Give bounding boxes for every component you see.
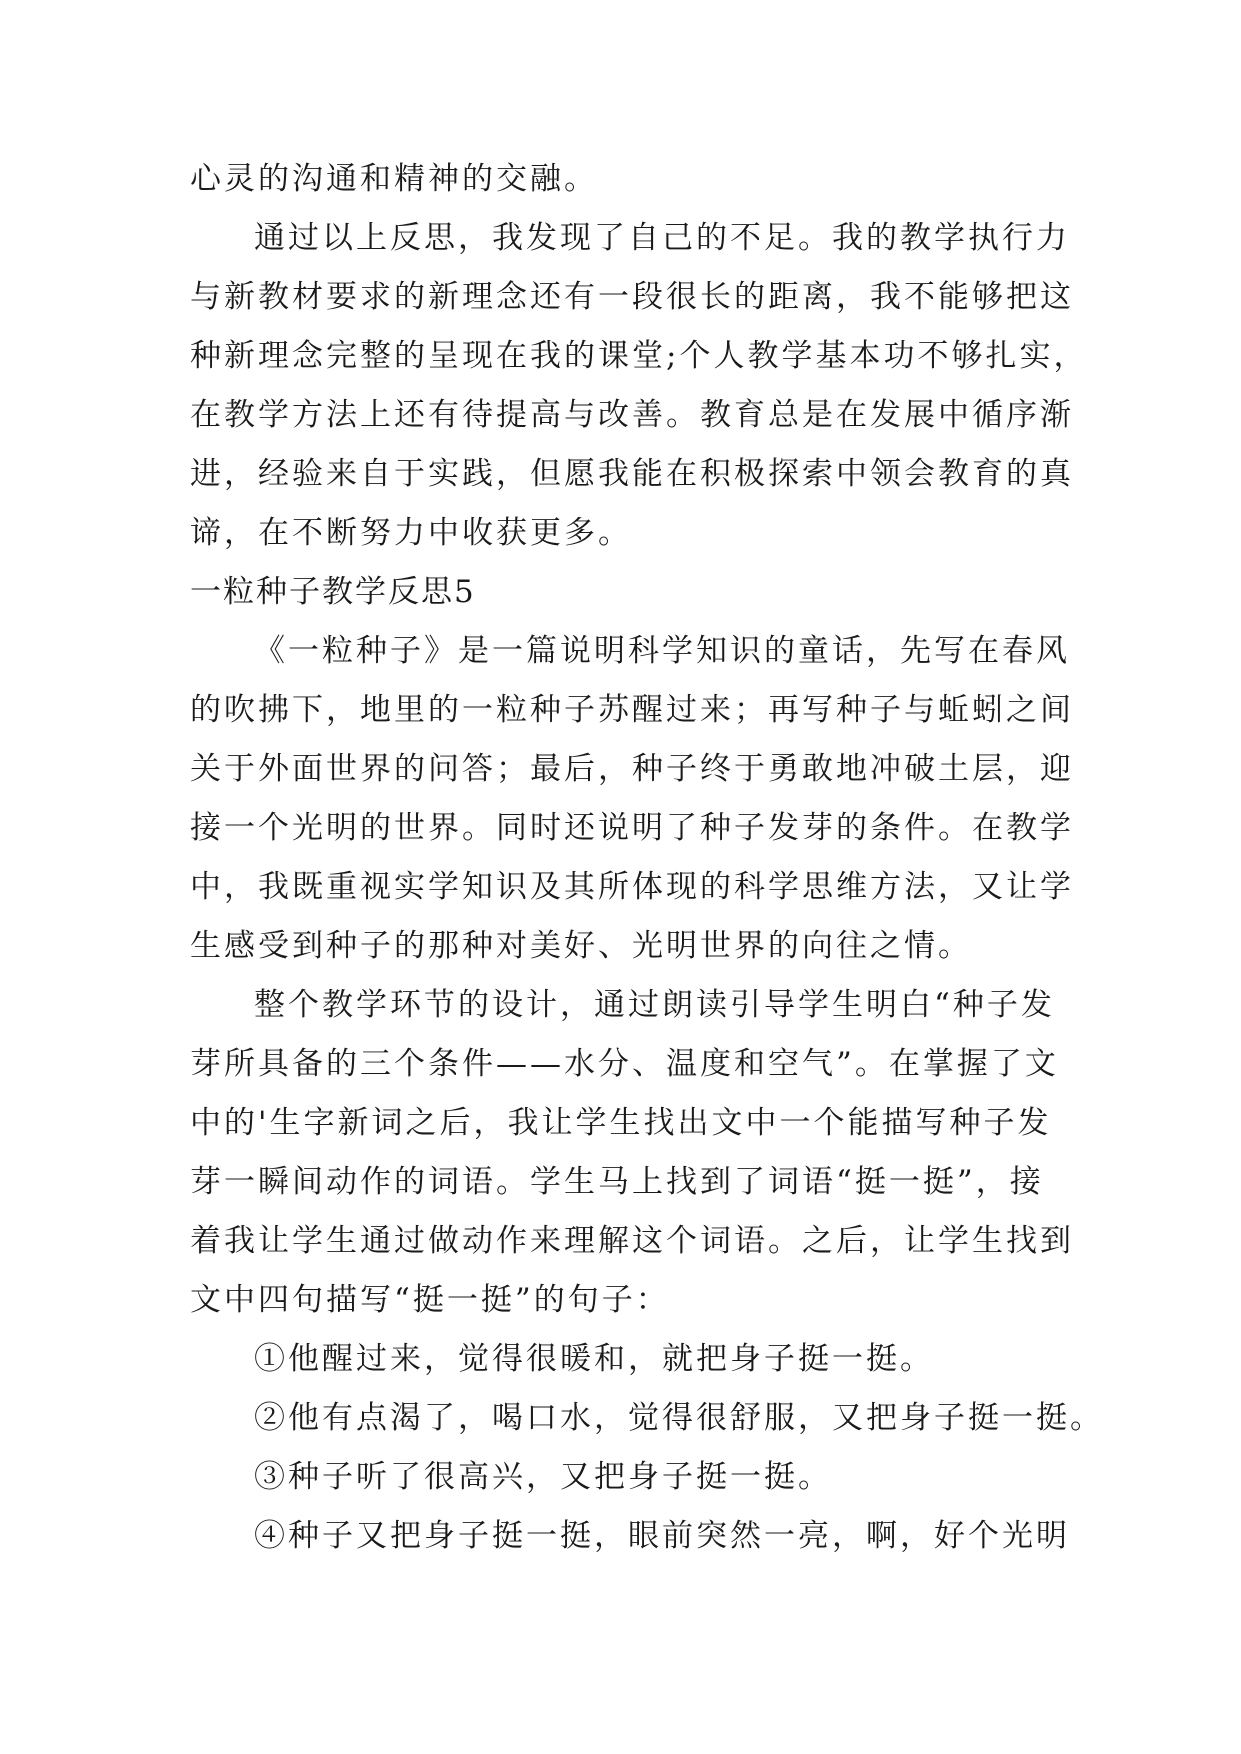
text-line: 关于外面世界的问答；最后，种子终于勇敢地冲破土层，迎 bbox=[190, 751, 1074, 787]
text-line: 生感受到种子的那种对美好、光明世界的向往之情。 bbox=[190, 928, 972, 964]
text-line: 着我让学生通过做动作来理解这个词语。之后，让学生找到 bbox=[190, 1223, 1074, 1259]
text-line: 文中四句描写“挺一挺”的句子： bbox=[190, 1282, 670, 1318]
text-line: 芽所具备的三个条件——水分、温度和空气”。在掌握了文 bbox=[190, 1046, 1059, 1082]
text-line: 与新教材要求的新理念还有一段很长的距离，我不能够把这 bbox=[190, 279, 1074, 315]
paragraph-start-line: 《一粒种子》是一篇说明科学知识的童话，先写在春风 bbox=[254, 633, 1070, 669]
text-line: 在教学方法上还有待提高与改善。教育总是在发展中循序渐 bbox=[190, 397, 1074, 433]
text-line: 谛，在不断努力中收获更多。 bbox=[190, 515, 632, 551]
text-line: 的吹拂下，地里的一粒种子苏醒过来；再写种子与蚯蚓之间 bbox=[190, 692, 1074, 728]
text-line: 中的'生字新词之后，我让学生找出文中一个能描写种子发 bbox=[190, 1105, 1052, 1141]
text-line: 芽一瞬间动作的词语。学生马上找到了词语“挺一挺”，接 bbox=[190, 1164, 1044, 1200]
text-line: 心灵的沟通和精神的交融。 bbox=[190, 161, 598, 197]
section-title: 一粒种子教学反思5 bbox=[190, 574, 476, 610]
list-item: ③种子听了很高兴，又把身子挺一挺。 bbox=[254, 1459, 832, 1495]
text-line: 种新理念完整的呈现在我的课堂;个人教学基本功不够扎实， bbox=[190, 338, 1088, 374]
list-item: ①他醒过来，觉得很暖和，就把身子挺一挺。 bbox=[254, 1341, 934, 1377]
list-item: ④种子又把身子挺一挺，眼前突然一亮，啊，好个光明 bbox=[254, 1518, 1070, 1554]
paragraph-start-line: 通过以上反思，我发现了自己的不足。我的教学执行力 bbox=[254, 220, 1070, 256]
text-line: 进，经验来自于实践，但愿我能在积极探索中领会教育的真 bbox=[190, 456, 1074, 492]
paragraph-start-line: 整个教学环节的设计，通过朗读引导学生明白“种子发 bbox=[254, 987, 1055, 1023]
text-line: 中，我既重视实学知识及其所体现的科学思维方法，又让学 bbox=[190, 869, 1074, 905]
text-line: 接一个光明的世界。同时还说明了种子发芽的条件。在教学 bbox=[190, 810, 1074, 846]
list-item: ②他有点渴了，喝口水，觉得很舒服，又把身子挺一挺。 bbox=[254, 1400, 1104, 1436]
document-body bbox=[190, 150, 1104, 1566]
